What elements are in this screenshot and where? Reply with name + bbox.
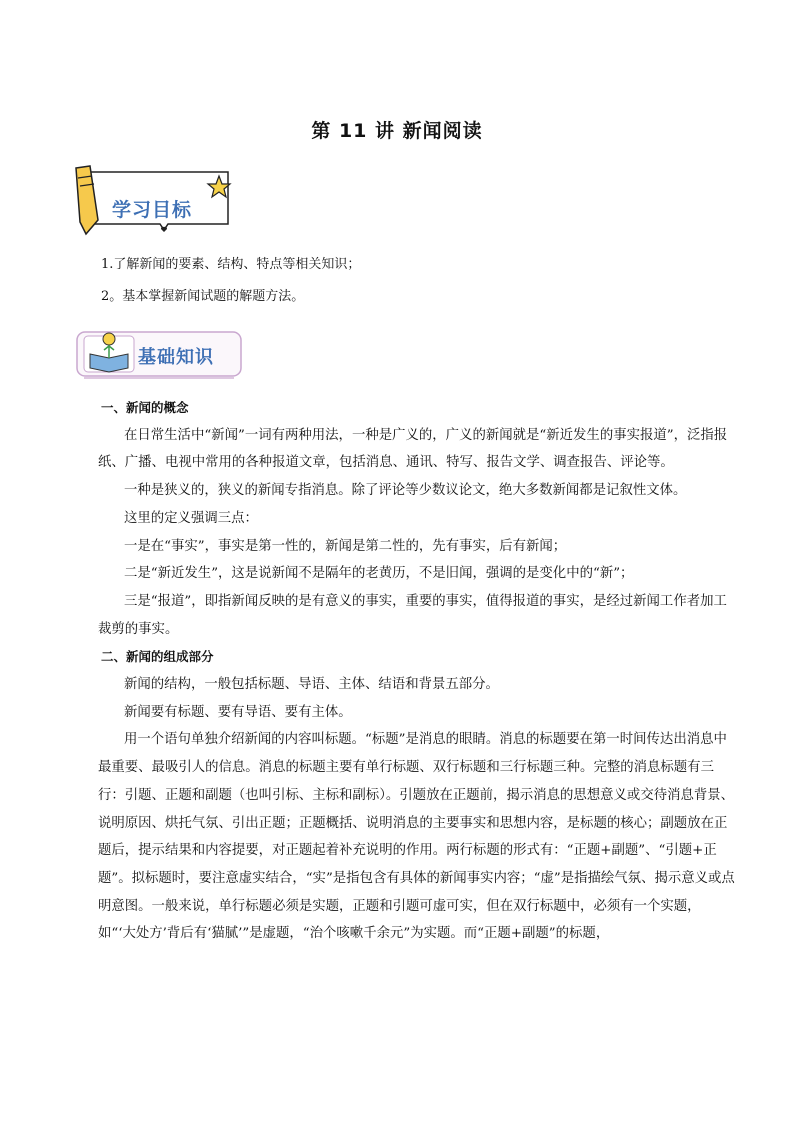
basic-knowledge-label: 基础知识 [138, 347, 214, 368]
paragraph: 这里的定义强调三点： [124, 510, 258, 526]
paragraph: 新闻要有标题、要有导语、要有主体。 [124, 704, 352, 720]
paragraph: 新闻的结构，一般包括标题、导语、主体、结语和背景五部分。 [124, 677, 499, 693]
paragraph: 在日常生活中“新闻”一词有两种用法，一种是广义的，广义的新闻就是“新近发生的事实报道”，泛指报纸、广播、电视中常用的各种报道文章，包括消息、通讯、特写、报告文学、调查报告、评论等。 [98, 427, 728, 471]
lightbulb-icon [103, 333, 115, 345]
star-icon [208, 176, 230, 197]
paragraph: 一是在“事实”，事实是第一性的，新闻是第二性的，先有事实，后有新闻； [124, 538, 567, 554]
paragraph: 用一个语句单独介绍新闻的内容叫标题。“标题”是消息的眼睛。消息的标题要在第一时间传达出消息中最重要、最吸引人的信息。消息的标题主要有单行标题、双行标题和三行标题三种。完整的消息标题有三行：引题、正题和副题（也叫引标、主标和副标）。引题放在正题前，揭示消息的思想意义或交待消息背景、说明原因、烘托气氛、引出正题；正题概括、说明消息的主要事实和思想内容，是标题的核心；副题放在正题后，提示结果和内容提要，对正题起着补充说明的作用。两行标题的形式有：“正题+副题”、“引题+正题”。拟标题时，要注意虚实结合，“实”是指包含有具体的新闻事实内容；“虚”是指描绘气氛、揭示意义或点明意图。一般来说，单行标题必须是实题，正题和引题可虚可实，但在双行标题中，必须有一个实题，如“‘大处方’背后有‘猫腻’”是虚题，“治个咳嗽千余元”为实题。而“正题+副题”的标题， [98, 732, 735, 942]
section-heading-2: 二、新闻的组成部分 [101, 649, 214, 665]
goal-item-1: 1.了解新闻的要素、结构、特点等相关知识； [101, 257, 361, 272]
paragraph: 三是“报道”，即指新闻反映的是有意义的事实，重要的事实，值得报道的事实，是经过新闻工作者加工裁剪的事实。 [98, 593, 727, 637]
goal-item-2: 2。基本掌握新闻试题的解题方法。 [101, 289, 305, 304]
article-body [98, 394, 738, 948]
paragraph: 一种是狭义的，狭义的新闻专指消息。除了评论等少数议论文，绝大多数新闻都是记叙性文体。 [124, 483, 687, 499]
paragraph: 二是“新近发生”，这是说新闻不是隔年的老黄历，不是旧闻，强调的是变化中的“新”； [124, 566, 634, 582]
page-title: 第 11 讲 新闻阅读 [311, 120, 483, 142]
section-heading-1: 一、新闻的概念 [101, 400, 189, 415]
learning-goal-label: 学习目标 [112, 199, 193, 221]
heart-icon [161, 227, 167, 232]
